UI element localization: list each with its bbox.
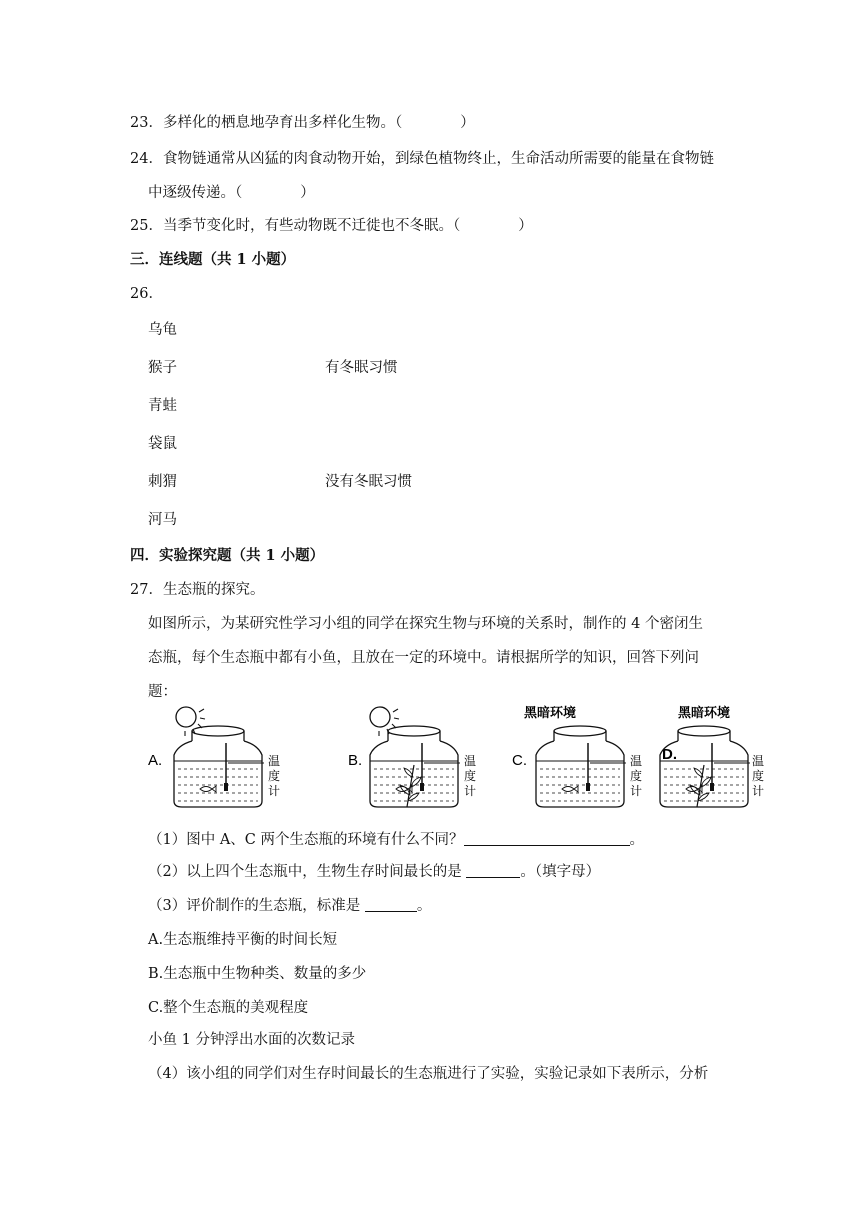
sub-question-1-text: （1）图中 A、C 两个生态瓶的环境有什么不同？: [148, 832, 464, 848]
eco-bottle-figure: [148, 703, 778, 813]
habit-item: 没有冬眠习惯: [325, 474, 412, 490]
question-26-number: 26．: [130, 286, 163, 302]
habit-item: 有冬眠习惯: [325, 360, 398, 376]
answer-blank-3[interactable]: [365, 897, 417, 912]
bottle-label-c: C.: [512, 752, 527, 769]
bottle-label-d: D.: [662, 746, 677, 763]
animal-item: 河马: [148, 512, 177, 528]
animal-item: 袋鼠: [148, 436, 177, 452]
option-b: B.生态瓶中生物种类、数量的多少: [148, 966, 367, 982]
dark-environment-label: 黑暗环境: [524, 706, 577, 721]
sun-icon: [176, 707, 205, 736]
animal-item: 乌龟: [148, 322, 177, 338]
question-25: 25．当季节变化时，有些动物既不迁徙也不冬眠。（ ）: [130, 218, 533, 234]
table-caption: 小鱼 1 分钟浮出水面的次数记录: [148, 1032, 355, 1048]
thermometer-label: 温: [630, 754, 643, 768]
animal-item: 猴子: [148, 360, 177, 376]
question-24-line1: 24．食物链通常从凶猛的肉食动物开始，到绿色植物终止，生命活动所需要的能量在食物链: [130, 151, 714, 167]
sub-question-3-text: （3）评价制作的生态瓶，标准是: [148, 898, 365, 914]
thermometer-label: 温: [464, 754, 477, 768]
bottle-c: [512, 705, 642, 807]
thermometer-label: 计: [268, 784, 281, 798]
sub-question-4: （4）该小组的同学们对生存时间最长的生态瓶进行了实验，实验记录如下表所示，分析: [148, 1066, 709, 1082]
sub-question-2-end: 。（填字母）: [520, 864, 601, 880]
thermometer-label: 计: [464, 784, 477, 798]
thermometer-label: 温: [752, 754, 765, 768]
question-27-intro: 如图所示，为某研究性学习小组的同学在探究生物与环境的关系时，制作的 4 个密闭生: [148, 616, 703, 632]
bottle-label-b: B.: [348, 752, 363, 769]
bottle-label-a: A.: [148, 752, 163, 769]
question-27-title: 27．生态瓶的探究。: [130, 582, 265, 598]
thermometer-label: 计: [752, 784, 765, 798]
question-23: 23．多样化的栖息地孕育出多样化生物。（ ）: [130, 115, 475, 131]
bottle-a: [148, 707, 280, 807]
animal-item: 青蛙: [148, 398, 177, 414]
question-27-intro: 态瓶，每个生态瓶中都有小鱼，且放在一定的环境中。请根据所学的知识，回答下列问: [148, 650, 699, 666]
section-3-heading: 三．连线题（共 1 小题）: [130, 251, 296, 268]
bottle-d: [660, 705, 764, 807]
thermometer-label: 温: [268, 754, 281, 768]
sub-question-2-text: （2）以上四个生态瓶中，生物生存时间最长的是: [148, 864, 467, 880]
answer-blank-2[interactable]: [466, 863, 520, 878]
sun-icon: [370, 707, 399, 736]
question-24-line2: 中逐级传递。（ ）: [148, 185, 315, 201]
option-a: A.生态瓶维持平衡的时间长短: [148, 932, 338, 948]
thermometer-label: 度: [268, 769, 281, 783]
option-c: C.整个生态瓶的美观程度: [148, 1000, 309, 1016]
answer-blank-1[interactable]: [464, 831, 630, 846]
sub-question-3-end: 。: [416, 898, 432, 914]
thermometer-label: 度: [630, 769, 643, 783]
thermometer-label: 计: [630, 784, 643, 798]
thermometer-label: 度: [752, 769, 765, 783]
section-4-heading: 四．实验探究题（共 1 小题）: [130, 547, 325, 564]
sub-question-3: [148, 894, 431, 915]
sub-question-2: [148, 860, 600, 881]
sub-question-1: [148, 828, 644, 849]
dark-environment-label: 黑暗环境: [678, 706, 731, 721]
sub-question-1-end: 。: [629, 832, 645, 848]
animal-item: 刺猬: [148, 474, 177, 490]
thermometer-label: 度: [464, 769, 477, 783]
bottle-b: [348, 707, 476, 807]
question-27-intro: 题：: [148, 684, 177, 700]
